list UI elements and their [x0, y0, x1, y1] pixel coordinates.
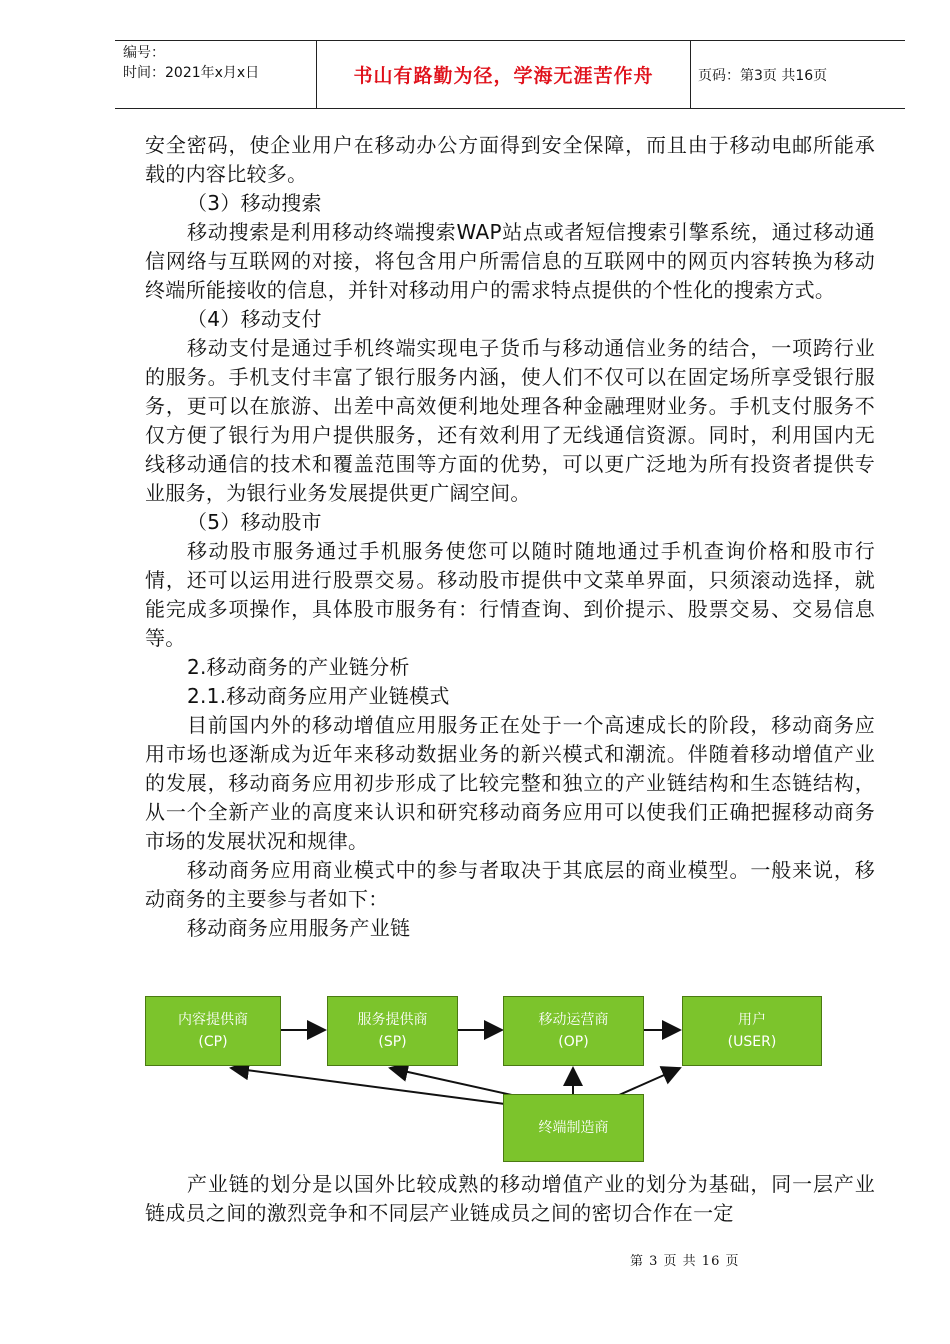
arrow-maker-cp — [231, 1068, 505, 1104]
page-header — [115, 40, 905, 109]
paragraph: 产业链的划分是以国外比较成熟的移动增值产业的划分为基础，同一层产业链成员之间的激烈竞争和不同层产业链成员之间的密切合作在一定 — [145, 1172, 875, 1225]
box-sublabel: (USER) — [727, 1034, 777, 1050]
motto: 书山有路勤为径，学海无涯苦作舟 — [316, 41, 691, 108]
header-meta — [115, 41, 315, 108]
box-sublabel: (SP) — [378, 1034, 407, 1050]
section-heading: （3）移动搜索 — [187, 191, 322, 215]
paragraph: 移动支付是通过手机终端实现电子货币与移动通信业务的结合，一项跨行业的服务。手机支付丰富了银行服务内涵，使人们不仅可以在固定场所享受银行服务，更可以在旅游、出差中高效便利地处理各种金融理财业务。手机支付服务不仅方便了银行为用户提供服务，还有效利用了无线通信资源。同时，利用国内无线移动通信的技术和覆盖范围等方面的优势，可以更广泛地为所有投资者提供专业服务，为银行业务发展提供更广阔空间。 — [145, 336, 875, 505]
paragraph: 移动商务应用商业模式中的参与者取决于其底层的商业模型。一般来说，移动商务的主要参与者如下： — [145, 858, 875, 911]
code-label: 编号： — [123, 45, 165, 61]
section-heading: （4）移动支付 — [187, 307, 322, 331]
section-heading: 2.移动商务的产业链分析 — [187, 655, 410, 679]
box-user — [682, 996, 822, 1066]
paragraph: 目前国内外的移动增值应用服务正在处于一个高速成长的阶段，移动商务应用市场也逐渐成为近年来移动数据业务的新兴模式和潮流。伴随着移动增值产业的发展，移动商务应用初步形成了比较完整和独立的产业链结构和生态链结构，从一个全新产业的高度来认识和研究移动商务应用可以使我们正确把握移动商务市场的发展状况和规律。 — [145, 713, 875, 853]
box-mobile-operator — [503, 996, 644, 1066]
industry-chain-diagram — [145, 994, 825, 1164]
paragraph: 移动股市服务通过手机服务使您可以随时随地通过手机查询价格和股市行情，还可以运用进行股票交易。移动股市提供中文菜单界面，只须滚动选择，就能完成多项操作，具体股市服务有：行情查询、到价提示、股票交易、交易信息等。 — [145, 539, 875, 650]
box-label: 移动运营商 — [538, 1012, 609, 1028]
box-content-provider — [145, 996, 281, 1066]
page-footer: 第 3 页 共 16 页 — [630, 1254, 740, 1269]
box-label: 用户 — [738, 1012, 766, 1028]
box-label: 终端制造商 — [538, 1120, 609, 1136]
box-sublabel: (OP) — [558, 1034, 589, 1050]
box-label: 内容提供商 — [178, 1012, 248, 1028]
section-heading: 2.1.移动商务应用产业链模式 — [187, 684, 450, 708]
box-label: 服务提供商 — [357, 1012, 428, 1028]
time-label: 时间：2021年x月x日 — [123, 65, 260, 81]
box-terminal-maker — [503, 1094, 644, 1162]
paragraph: 安全密码，使企业用户在移动办公方面得到安全保障，而且由于移动电邮所能承载的内容比较多。 — [145, 133, 875, 186]
box-service-provider — [327, 996, 458, 1066]
document-body — [145, 131, 875, 943]
document-body-continued — [145, 1170, 875, 1228]
paragraph: 移动搜索是利用移动终端搜索WAP站点或者短信搜索引擎系统，通过移动通信网络与互联网的对接，将包含用户所需信息的互联网中的网页内容转换为移动终端所能接收的信息，并针对移动用户的需求特点提供的个性化的搜索方式。 — [145, 220, 875, 302]
page-label: 页码：第3页 共16页 — [698, 67, 828, 84]
diagram-caption: 移动商务应用服务产业链 — [187, 916, 411, 940]
section-heading: （5）移动股市 — [187, 510, 322, 534]
box-sublabel: (CP) — [198, 1034, 228, 1050]
